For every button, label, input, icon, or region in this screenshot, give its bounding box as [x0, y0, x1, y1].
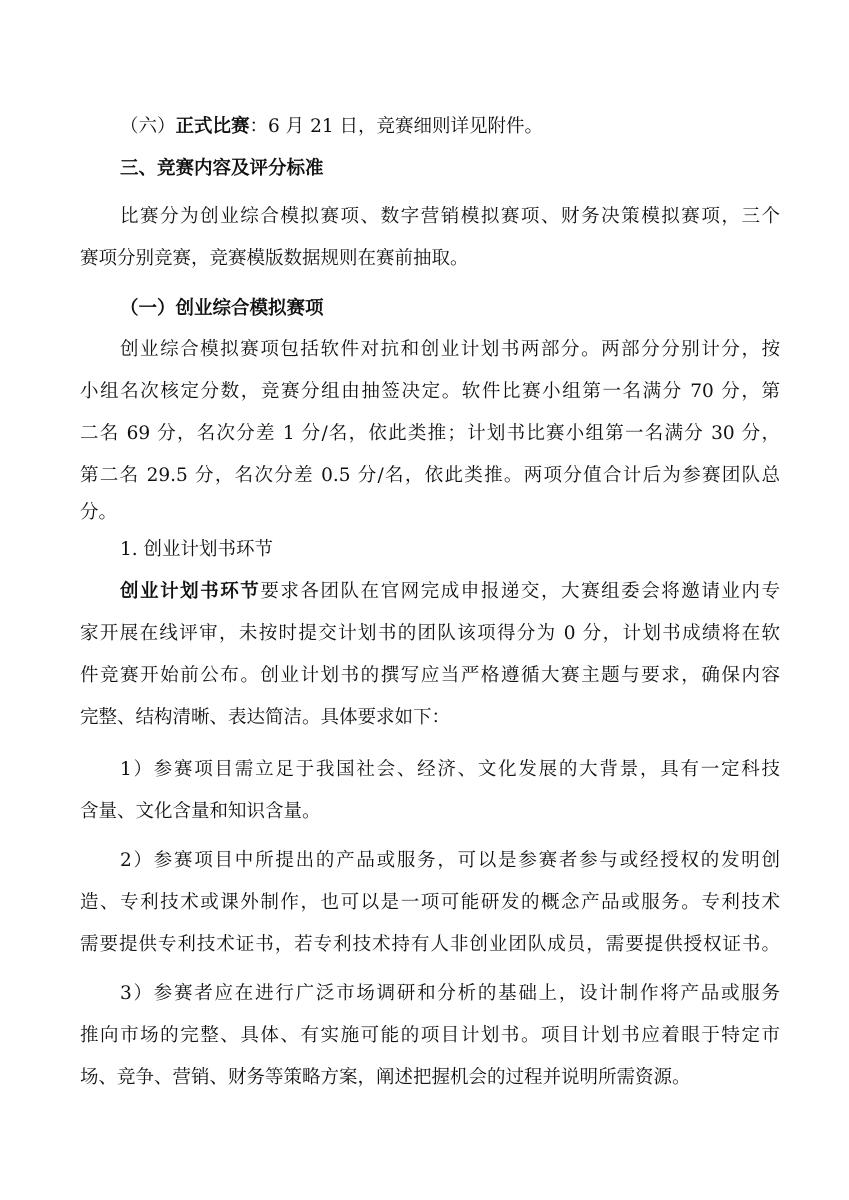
paragraph-line: 家开展在线评审，未按时提交计划书的团队该项得分为 0 分，计划书成绩将在软: [80, 623, 780, 644]
paragraph-line: 小组名次核定分数，竞赛分组由抽签决定。软件比赛小组第一名满分 70 分，第: [80, 381, 780, 402]
paragraph-line: 件竞赛开始前公布。创业计划书的撰写应当严格遵循大赛主题与要求，确保内容: [80, 665, 780, 686]
paragraph-line: 完整、结构清晰、表达简洁。具体要求如下：: [80, 707, 451, 728]
paragraph-line: 分。: [80, 502, 118, 523]
section-heading: 三、竞赛内容及评分标准: [120, 158, 324, 179]
lead-text: 创业计划书环节: [120, 581, 261, 602]
item-text: ：6 月 21 日，竞赛细则详见附件。: [249, 116, 543, 137]
paragraph-line: 二名 69 分，名次分差 1 分/名，依此类推；计划书比赛小组第一名满分 30 分，: [80, 423, 780, 444]
paragraph-line: 创业综合模拟赛项包括软件对抗和创业计划书两部分。两部分分别计分，按: [120, 339, 780, 360]
subsection-heading: （一）创业综合模拟赛项: [120, 298, 324, 319]
paragraph-line: 需要提供专利技术证书，若专利技术持有人非创业团队成员，需要提供授权证书。: [80, 934, 780, 955]
paragraph-line: 1）参赛项目需立足于我国社会、经济、文化发展的大背景，具有一定科技: [120, 759, 780, 780]
paragraph-line: 场、竞争、营销、财务等策略方案，阐述把握机会的过程并说明所需资源。: [80, 1067, 691, 1088]
paragraph-line: 推向市场的完整、具体、有实施可能的项目计划书。项目计划书应着眼于特定市: [80, 1025, 780, 1046]
paragraph-line: 含量、文化含量和知识含量。: [80, 801, 321, 822]
paragraph-line: 3）参赛者应在进行广泛市场调研和分析的基础上，设计制作将产品或服务: [120, 983, 780, 1004]
item-heading: 1. 创业计划书环节: [120, 539, 274, 560]
paragraph-line: 比赛分为创业综合模拟赛项、数字营销模拟赛项、财务决策模拟赛项，三个: [120, 206, 780, 227]
item-label: 正式比赛: [175, 116, 250, 137]
line-text: 要求各团队在官网完成申报递交，大赛组委会将邀请业内专: [260, 581, 780, 602]
item-prefix: （六）: [120, 116, 176, 137]
paragraph-formal-competition: [120, 106, 780, 148]
paragraph-line: 赛项分别竞赛，竞赛模版数据规则在赛前抽取。: [80, 248, 469, 269]
paragraph-line: [120, 571, 780, 613]
paragraph-line: 2）参赛项目中所提出的产品或服务，可以是参赛者参与或经授权的发明创: [120, 850, 780, 871]
paragraph-line: 造、专利技术或课外制作，也可以是一项可能研发的概念产品或服务。专利技术: [80, 892, 780, 913]
paragraph-line: 第二名 29.5 分，名次分差 0.5 分/名，依此类推。两项分值合计后为参赛团队总: [80, 465, 780, 486]
